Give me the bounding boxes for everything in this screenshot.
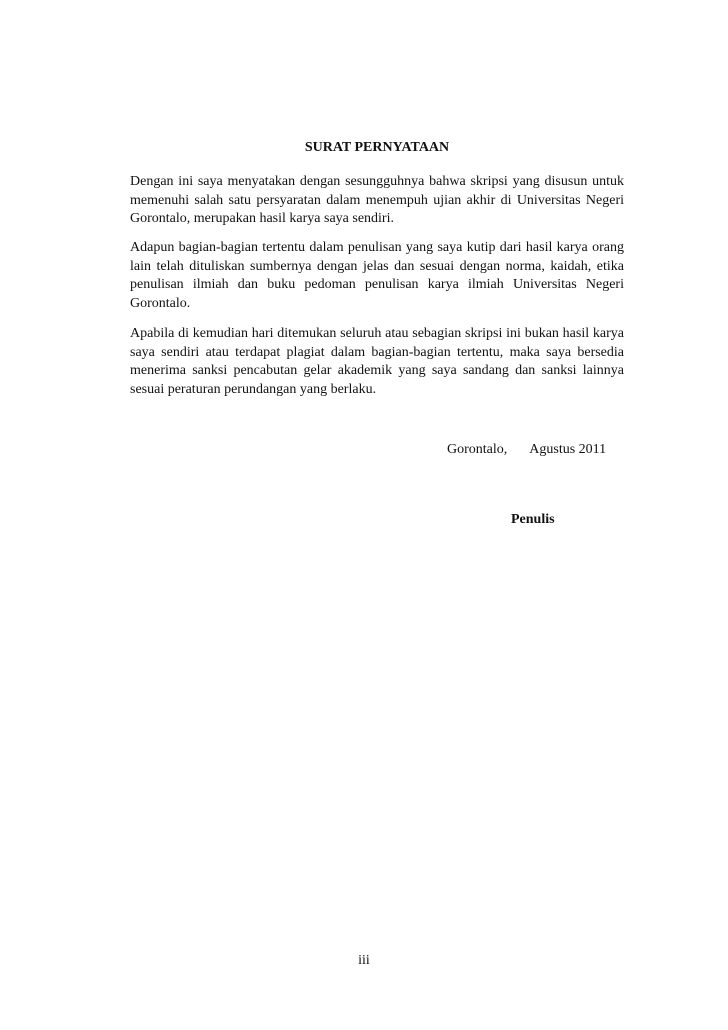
place-text: Gorontalo, [447,442,508,457]
paragraph-sanctions: Apabila di kemudian hari ditemukan seluruh atau sebagian skripsi ini bukan hasil karya saya sendiri atau terdapat plagiat dalam bagian-bagian tertentu, maka saya bersedia menerima sanksi pencabutan gelar akademik yang saya sandang dan sanksi lainnya sesuai peraturan perundangan yang berlaku. [130,326,624,398]
signatory-label: Penulis [511,512,555,527]
place-date-line [447,442,606,458]
paragraph-statement: Dengan ini saya menyatakan dengan sesungguhnya bahwa skripsi yang disusun untuk memenuhi salah satu persyaratan dalam menempuh ujian akhir di Universitas Negeri Gorontalo, merupakan hasil karya saya sendiri. [130,174,624,227]
paragraph-citations: Adapun bagian-bagian tertentu dalam penulisan yang saya kutip dari hasil karya orang lain telah dituliskan sumbernya dengan jelas dan sesuai dengan norma, kaidah, etika penulisan ilmiah dan buku pedoman penulisan karya ilmiah Universitas Negeri Gorontalo. [130,240,624,312]
document-title: SURAT PERNYATAAN [304,140,450,155]
page-number: iii [358,953,370,968]
date-text: Agustus 2011 [529,442,607,457]
